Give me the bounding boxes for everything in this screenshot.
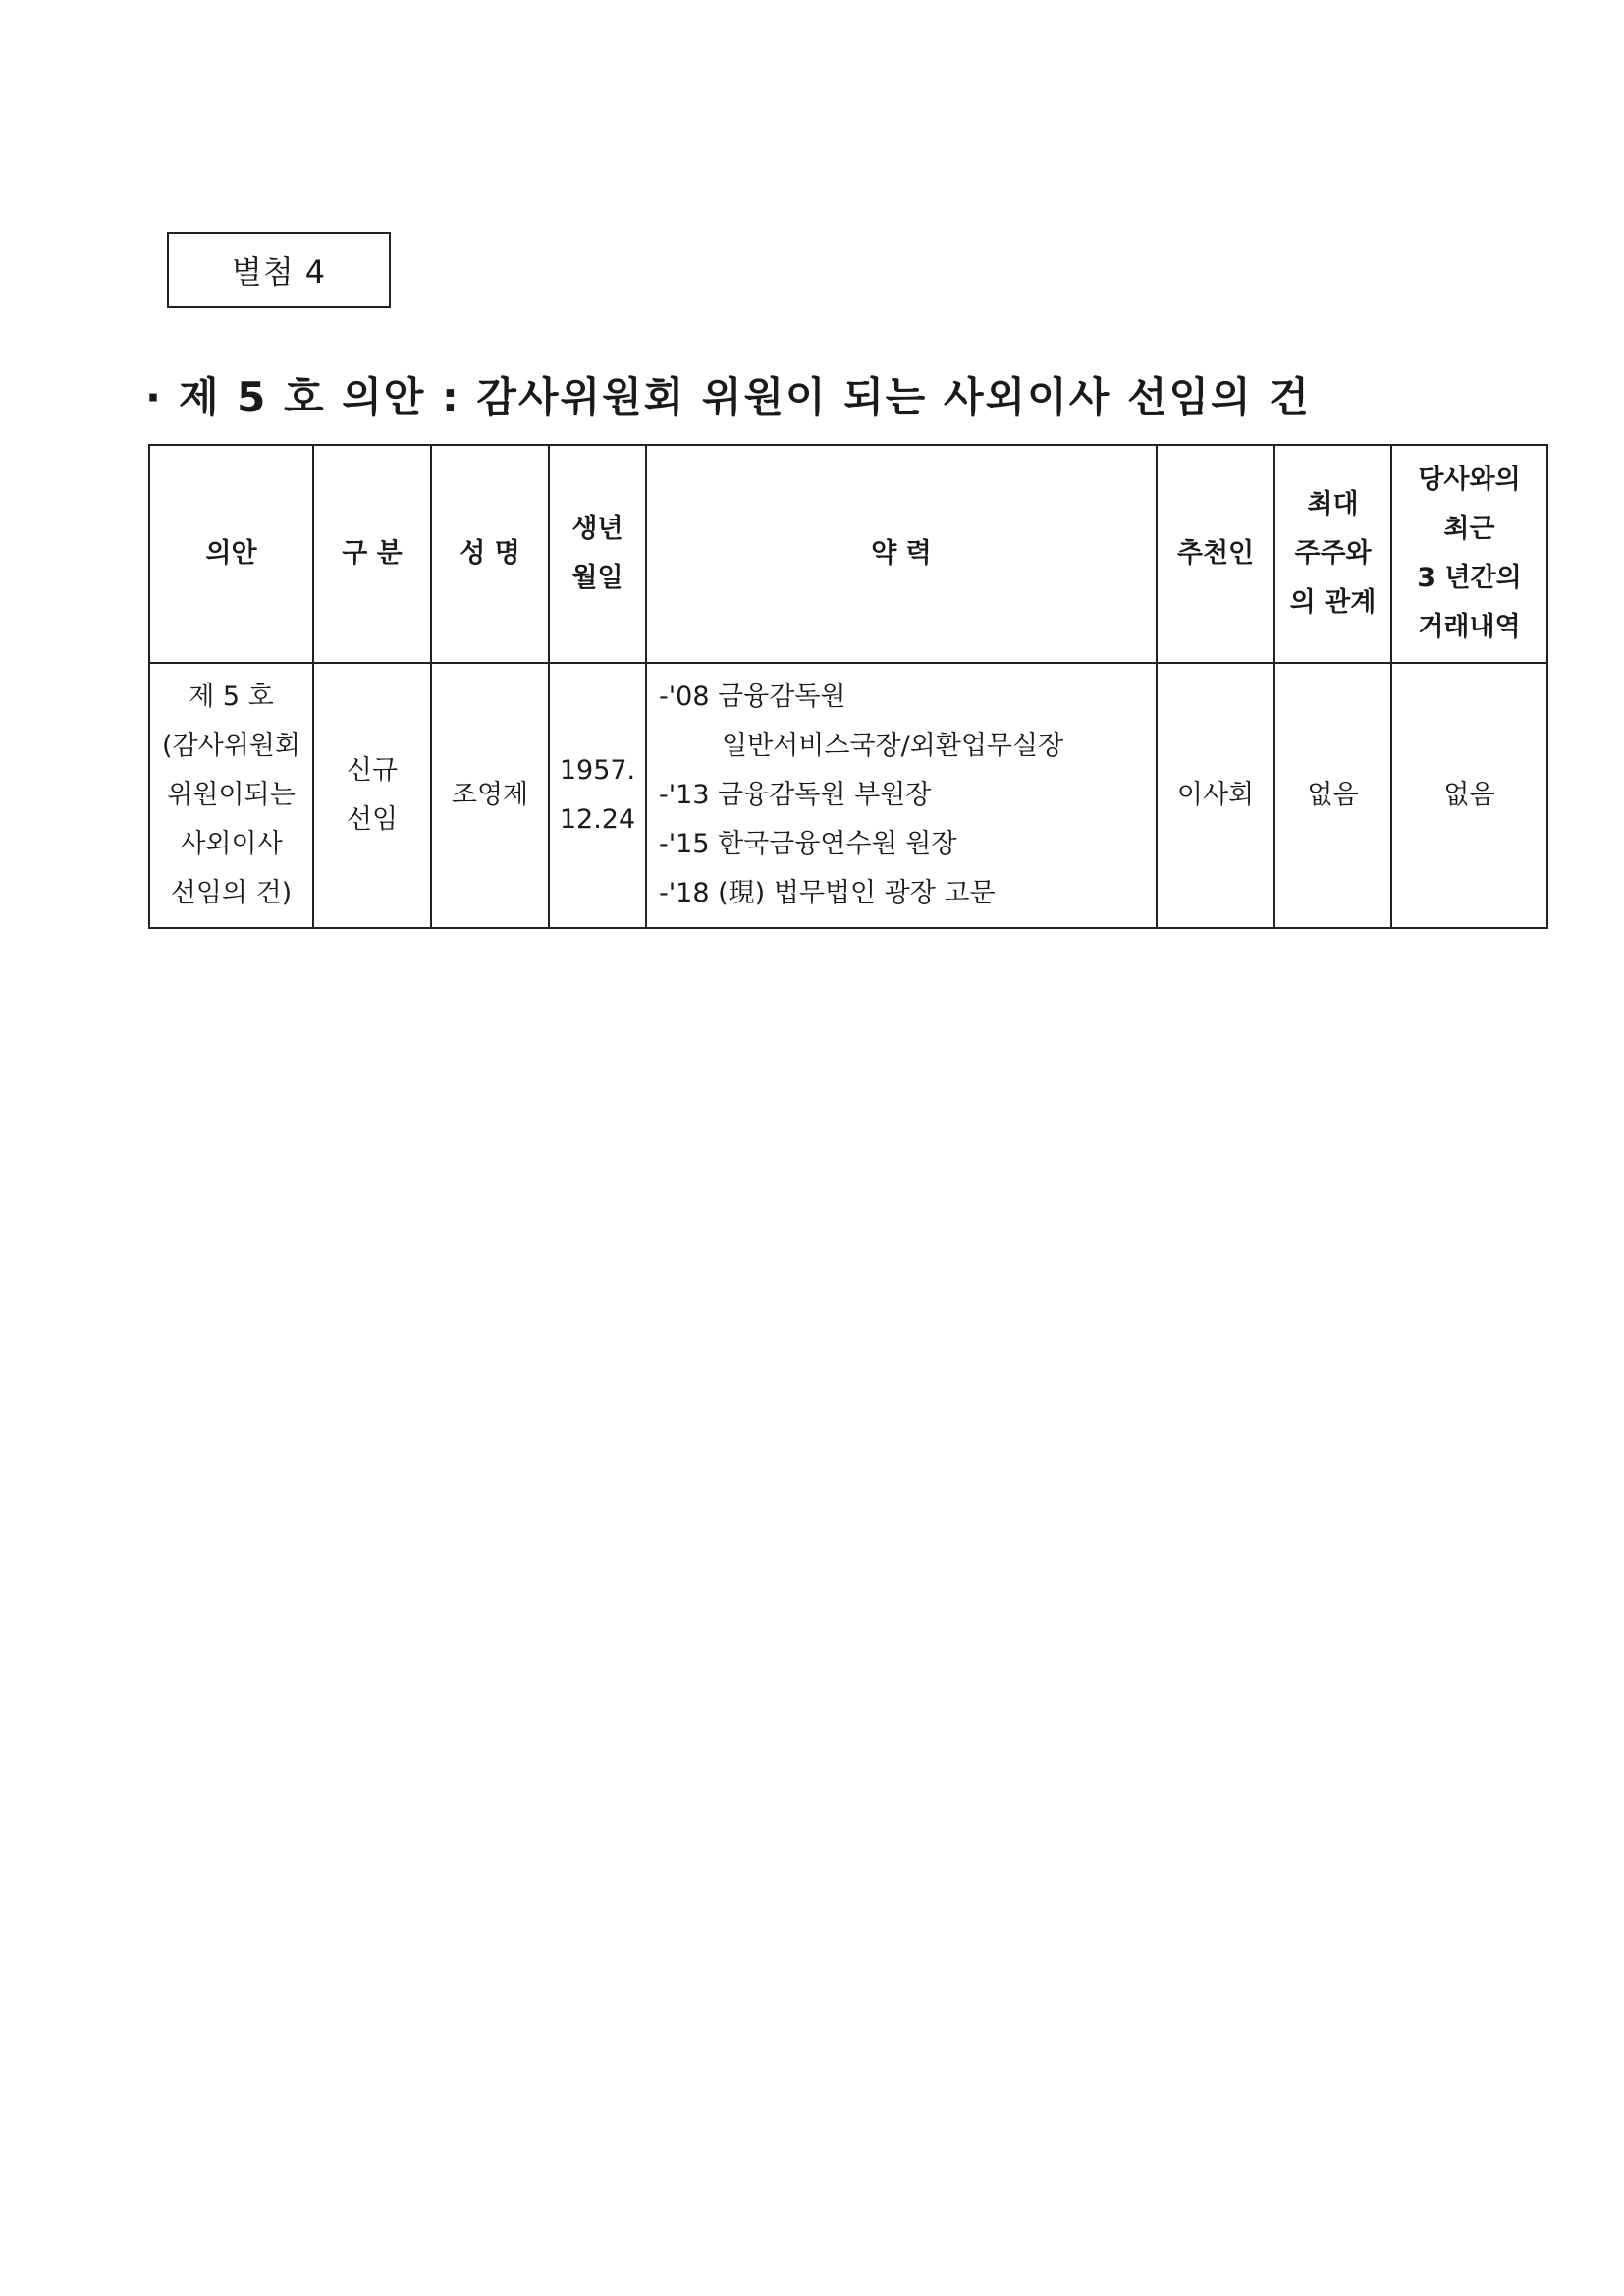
header-agenda: 의안 (149, 445, 313, 663)
cell-category (313, 663, 431, 928)
attachment-label: 별첨 4 (167, 232, 391, 308)
header-recommender: 추천인 (1157, 445, 1274, 663)
header-transactions-line: 3 년간의 (1417, 563, 1522, 593)
header-birth (549, 445, 646, 663)
cell-category-line: 신규 (346, 755, 399, 786)
header-transactions (1391, 445, 1547, 663)
career-line: -'13 금융감독원 부원장 (659, 780, 932, 810)
career-line: -'15 한국금융연수원 원장 (659, 829, 957, 859)
header-row (149, 445, 1547, 663)
header-relation-line: 주주와 (1294, 538, 1372, 569)
cell-agenda-line: 제 5 호 (189, 682, 274, 712)
header-birth-line: 월일 (571, 563, 623, 593)
cell-name: 조영제 (431, 663, 549, 928)
cell-agenda-line: 사외이사 (180, 829, 283, 859)
header-career: 약 력 (646, 445, 1157, 663)
career-line: -'18 (現) 법무법인 광장 고문 (659, 878, 996, 908)
title-bullet: · (145, 373, 163, 421)
cell-recommender: 이사회 (1157, 663, 1274, 928)
title-text: 제 5 호 의안 : 감사위원회 위원이 되는 사외이사 선임의 건 (178, 373, 1311, 421)
cell-birth-line: 1957. (559, 755, 636, 786)
cell-agenda-line: 위원이되는 (167, 780, 296, 810)
career-line: 일반서비스국장/외환업무실장 (722, 731, 1064, 761)
cell-agenda-line: 선임의 건) (170, 878, 293, 908)
cell-relation: 없음 (1274, 663, 1391, 928)
header-transactions-line: 당사와의 (1418, 465, 1521, 495)
header-transactions-line: 거래내역 (1418, 612, 1521, 642)
header-relation-line: 의 관계 (1289, 587, 1377, 618)
header-relation (1274, 445, 1391, 663)
cell-category-line: 선임 (346, 804, 399, 835)
career-line: -'08 금융감독원 (659, 682, 846, 712)
header-relation-line: 최대 (1307, 489, 1359, 519)
cell-agenda-line: (감사위원회 (162, 731, 300, 761)
cell-agenda (149, 663, 313, 928)
agenda-title (145, 365, 1311, 424)
cell-career (646, 663, 1157, 928)
cell-birth-line: 12.24 (559, 804, 636, 835)
header-name: 성 명 (431, 445, 549, 663)
header-category: 구 분 (313, 445, 431, 663)
cell-birth (549, 663, 646, 928)
header-transactions-line: 최근 (1443, 514, 1495, 544)
nominee-table (148, 444, 1548, 929)
header-birth-line: 생년 (571, 514, 623, 544)
table-row (149, 663, 1547, 928)
cell-transactions: 없음 (1391, 663, 1547, 928)
